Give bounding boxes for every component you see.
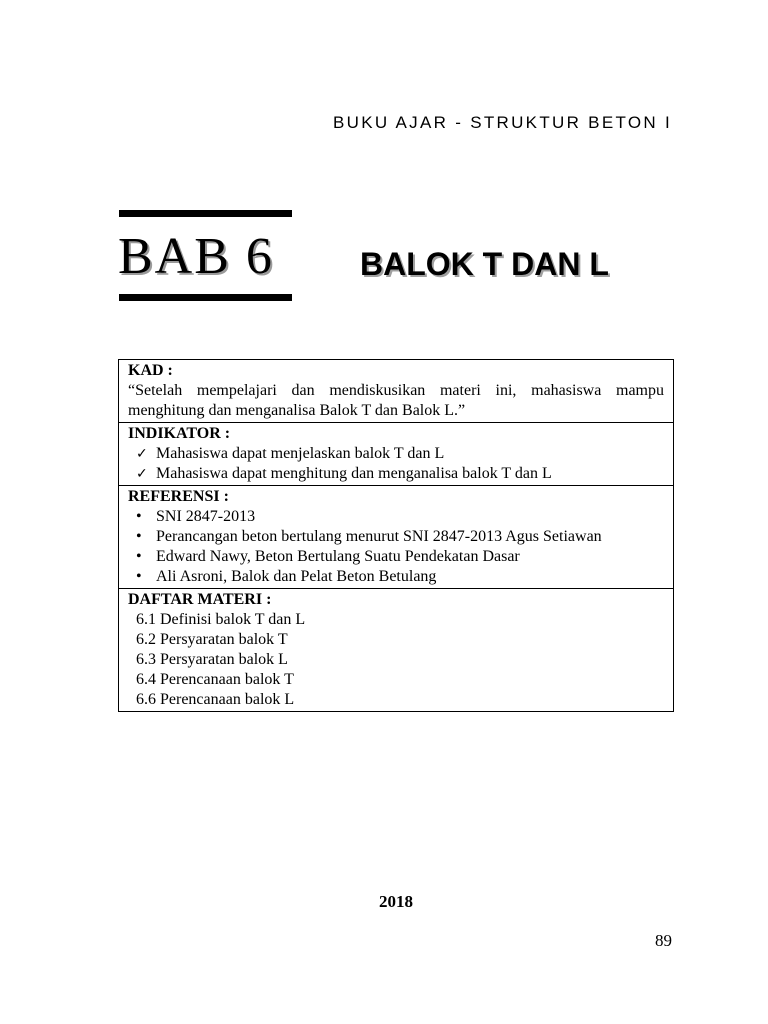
check-icon: ✓ (136, 466, 148, 482)
kad-heading: KAD : (128, 362, 173, 379)
referensi-item-text: Perancangan beton bertulang menurut SNI 2847-2013 Agus Setiawan (156, 528, 602, 545)
bullet-icon: • (136, 548, 142, 565)
bullet-icon: • (136, 508, 142, 525)
chapter-rule-top (119, 210, 292, 217)
book-title: BUKU AJAR - STRUKTUR BETON I (333, 113, 672, 132)
indikator-section (119, 422, 673, 485)
indikator-heading: INDIKATOR : (128, 425, 231, 442)
page-number: 89 (655, 931, 672, 950)
kad-section (119, 360, 673, 422)
referensi-item-text: Edward Nawy, Beton Bertulang Suatu Pendekatan Dasar (156, 548, 520, 565)
referensi-item-text: SNI 2847-2013 (156, 508, 256, 525)
indikator-list (128, 444, 664, 484)
list-item: 6.2 Persyaratan balok T (136, 631, 288, 648)
daftar-materi-section (119, 588, 673, 711)
bullet-icon: • (136, 568, 142, 585)
publication-year: 2018 (379, 892, 413, 911)
list-item (128, 464, 664, 484)
daftar-materi-heading: DAFTAR MATERI : (128, 591, 272, 608)
list-item (128, 547, 664, 567)
list-item (128, 444, 664, 464)
list-item (128, 507, 664, 527)
bullet-icon: • (136, 528, 142, 545)
chapter-info-box (118, 359, 674, 712)
chapter-label: BAB 6 (118, 228, 274, 285)
check-icon: ✓ (136, 446, 148, 462)
chapter-title: BALOK T DAN L (360, 246, 609, 282)
list-item (128, 527, 664, 547)
list-item: 6.1 Definisi balok T dan L (136, 611, 306, 628)
list-item: 6.3 Persyaratan balok L (136, 651, 288, 668)
list-item: 6.4 Perencanaan balok T (136, 671, 294, 688)
indikator-item-text: Mahasiswa dapat menjelaskan balok T dan L (156, 445, 445, 462)
referensi-item-text: Ali Asroni, Balok dan Pelat Beton Betulang (156, 568, 437, 585)
kad-text: “Setelah mempelajari dan mendiskusikan materi ini, mahasiswa mampu menghitung dan menganalisa Balok T dan Balok L.” (128, 382, 664, 419)
referensi-heading: REFERENSI : (128, 488, 229, 505)
referensi-list (128, 507, 664, 587)
list-item: 6.6 Perencanaan balok L (136, 691, 295, 708)
chapter-rule-bottom (119, 294, 292, 301)
indikator-item-text: Mahasiswa dapat menghitung dan menganalisa balok T dan L (156, 465, 552, 482)
list-item (128, 567, 664, 587)
referensi-section (119, 485, 673, 588)
